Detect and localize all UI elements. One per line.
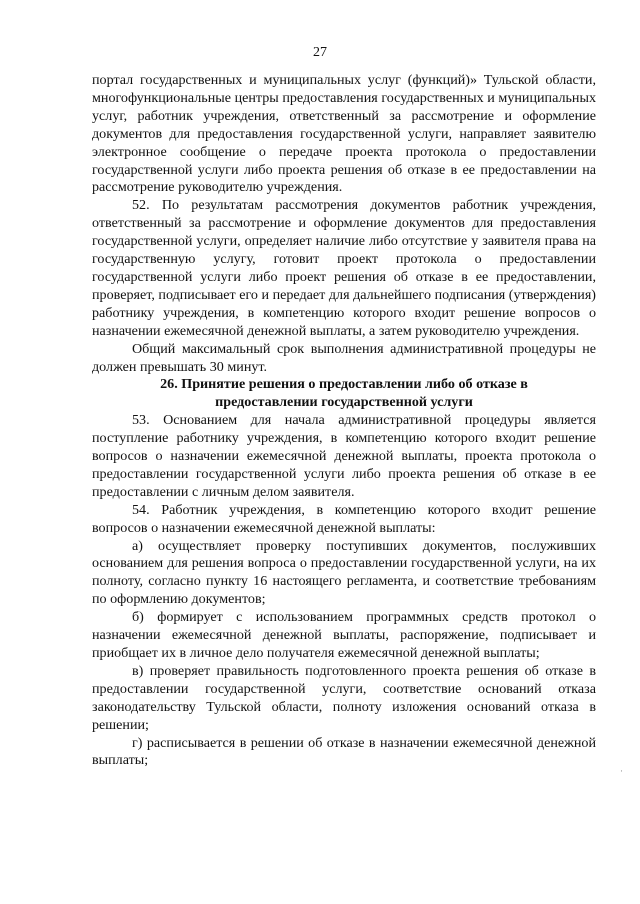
paragraph-time-limit: Общий максимальный срок выполнения административной процедуры не должен превышать 30 минут.	[92, 340, 596, 375]
paragraph-54: 54. Работник учреждения, в компетенцию которого входит решение вопросов о назначении ежемесячной денежной выплаты:	[92, 501, 596, 536]
section-title	[92, 376, 596, 412]
paragraph-52: 52. По результатам рассмотрения документов работник учреждения, ответственный за рассмотрение и оформление документов для предоставления государственной услуги, определяет наличие либо отсутствие у заявителя права на государственную услугу, готовит проект протокола о предоставлении государственной услуги либо проект решения об отказе в ее предоставлении, проверяет, подписывает его и передает для дальнейшего подписания (утверждения) работнику учреждения, в компетенцию которого входит решение вопросов о назначении ежемесячной денежной выплаты, а затем руководителю учреждения.	[92, 197, 596, 339]
paragraph-continuation: портал государственных и муниципальных услуг (функций)» Тульской области, многофункциональные центры предоставления государственных и муниципальных услуг, работник учреждения, ответственный за рассмотрение и оформление документов для предоставления государственной услуги, направляет заявителю электронное сообщение о передаче проекта протокола о предоставлении государственной услуги либо проекта решения об отказе в ее предоставлении на рассмотрение руководителю учреждения.	[92, 72, 596, 196]
paragraph-53: 53. Основанием для начала административной процедуры является поступление работнику учреждения, в компетенцию которого входит решение вопросов о назначении ежемесячной денежной выплаты, проекта протокола о предоставлении государственной услуги либо проекта решения об отказе в ее предоставлении с личным делом заявителя.	[92, 412, 596, 500]
list-item-a: а) осуществляет проверку поступивших документов, послуживших основанием для решения вопроса о предоставлении государственной услуги, на их полноту, согласно пункту 16 настоящего регламента, и соответствие требованиям по оформлению документов;	[92, 537, 596, 608]
scan-mark: ·	[620, 766, 623, 776]
list-item-g: г) расписывается в решении об отказе в назначении ежемесячной денежной выплаты;	[92, 734, 596, 769]
section-title-line2: предоставлении государственной услуги	[215, 394, 473, 411]
section-title-line1: 26. Принятие решения о предоставлении либо об отказе в	[160, 376, 528, 393]
page-number: 27	[313, 45, 327, 60]
list-item-v: в) проверяет правильность подготовленного проекта решения об отказе в предоставлении государственной услуги, соответствие оснований отказа законодательству Тульской области, полноту изложения оснований отказа в решении;	[92, 662, 596, 733]
document-body	[92, 72, 596, 770]
list-item-b: б) формирует с использованием программных средств протокол о назначении ежемесячной денежной выплаты, распоряжение, подписывает и приобщает их в личное дело получателя ежемесячной денежной выплаты;	[92, 609, 596, 661]
